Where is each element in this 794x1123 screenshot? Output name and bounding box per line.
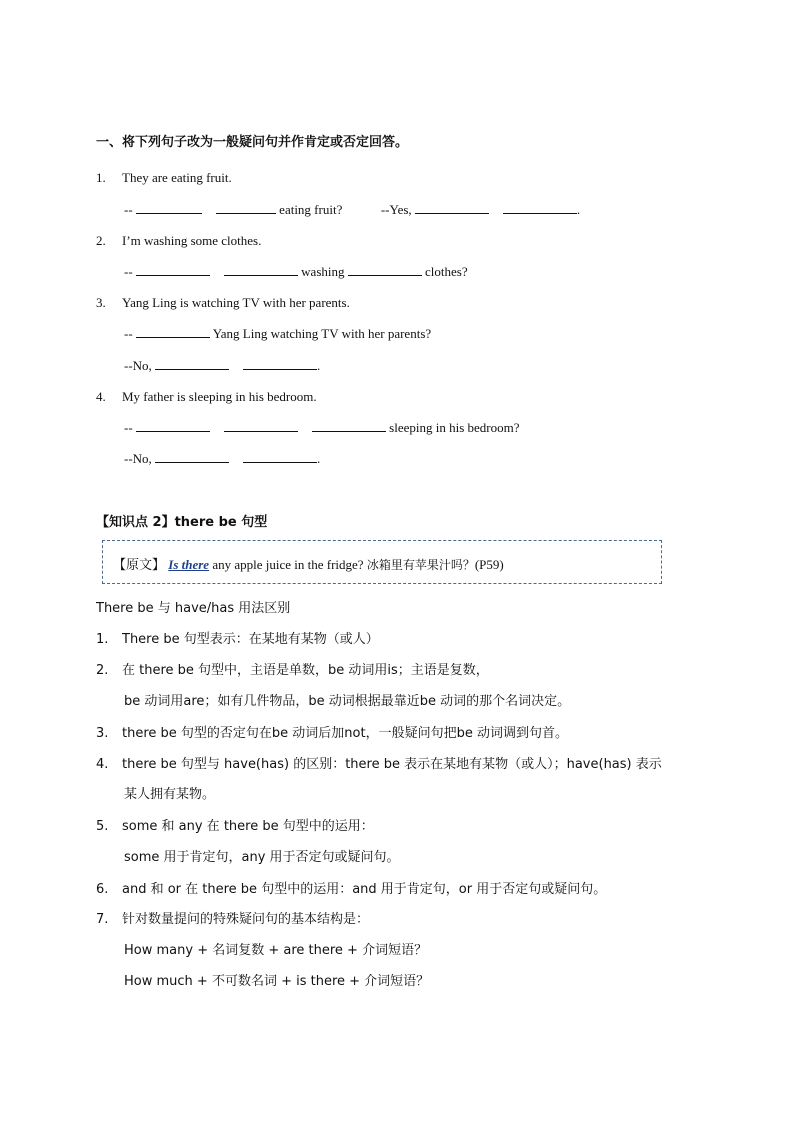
point-text: 针对数量提问的特殊疑问句的基本结构是：	[122, 912, 370, 927]
answer-prefix: --Yes,	[380, 202, 412, 217]
question-text: sleeping in his bedroom?	[389, 420, 520, 435]
point-5	[96, 815, 374, 834]
point-number: 3.	[96, 726, 109, 741]
point-text: there be 句型的否定句在be 动词后加not，一般疑问句把be 动词调到句首。	[122, 726, 568, 741]
section-heading: 一、将下列句子改为一般疑问句并作肯定或否定回答。	[96, 135, 409, 150]
answer-blank[interactable]	[136, 326, 210, 338]
exercise-item-1-answer-line	[124, 202, 580, 218]
box-page-ref: (P59)	[474, 557, 504, 572]
highlight-link[interactable]: Is there	[168, 557, 210, 572]
item-number: 3.	[96, 295, 106, 310]
period: .	[317, 358, 321, 373]
item-sentence: Yang Ling is watching TV with her parents.	[122, 295, 350, 310]
point-text: and 和 or 在 there be 句型中的运用：and 用于肯定句，or 用于否定句或疑问句。	[122, 882, 607, 897]
answer-blank[interactable]	[243, 451, 317, 463]
answer-blank[interactable]	[224, 420, 298, 432]
answer-prefix: --No,	[124, 451, 152, 466]
exercise-item-3-question-line	[124, 326, 431, 342]
answer-blank[interactable]	[155, 451, 229, 463]
point-7	[96, 908, 369, 927]
point-7-structure-1: How many + 名词复数 + are there + 介词短语？	[124, 943, 428, 958]
exercise-item-3	[96, 295, 350, 311]
point-7-structure-2: How much + 不可数名词 + is there + 介词短语？	[124, 974, 430, 989]
exercise-item-2-answer-line	[124, 264, 468, 280]
knowledge-point-title: 【知识点 2】there be 句型	[96, 515, 268, 530]
exercise-item-4-question-line	[124, 420, 520, 436]
period: .	[317, 451, 321, 466]
exercise-item-3-answer-line	[124, 358, 320, 374]
answer-prefix: --No,	[124, 358, 152, 373]
point-6	[96, 878, 606, 897]
exercise-item-1	[96, 170, 232, 186]
subtitle: There be 与 have/has 用法区别	[96, 601, 291, 616]
point-number: 6.	[96, 882, 109, 897]
question-prefix: --	[124, 264, 133, 279]
answer-blank[interactable]	[136, 202, 202, 214]
answer-blank[interactable]	[312, 420, 386, 432]
answer-blank[interactable]	[216, 202, 276, 214]
point-text: some 和 any 在 there be 句型中的运用：	[122, 819, 374, 834]
original-text-line	[113, 554, 504, 573]
answer-blank[interactable]	[155, 358, 229, 370]
point-number: 1.	[96, 632, 109, 647]
answer-blank[interactable]	[224, 264, 298, 276]
answer-blank[interactable]	[415, 202, 489, 214]
answer-blank[interactable]	[348, 264, 422, 276]
box-label: 【原文】	[113, 558, 166, 573]
point-number: 7.	[96, 912, 109, 927]
answer-blank[interactable]	[136, 264, 210, 276]
answer-blank[interactable]	[243, 358, 317, 370]
point-2	[96, 659, 489, 678]
point-text: There be 句型表示：在某地有某物（或人）	[122, 632, 379, 647]
item-sentence: They are eating fruit.	[122, 170, 232, 185]
item-number: 1.	[96, 170, 106, 185]
answer-blank[interactable]	[136, 420, 210, 432]
exercise-item-4	[96, 389, 317, 405]
item-number: 2.	[96, 233, 106, 248]
exercise-item-2	[96, 233, 261, 249]
point-number: 4.	[96, 757, 109, 772]
answer-blank[interactable]	[503, 202, 577, 214]
exercise-item-4-answer-line	[124, 451, 320, 467]
question-text: Yang Ling watching TV with her parents?	[212, 326, 432, 341]
point-4	[96, 753, 662, 772]
question-prefix: --	[124, 202, 133, 217]
period: .	[576, 202, 581, 217]
item-number: 4.	[96, 389, 106, 404]
question-text: washing	[301, 264, 345, 279]
box-sentence: any apple juice in the fridge?	[212, 557, 364, 572]
question-prefix: --	[124, 420, 133, 435]
box-translation: 冰箱里有苹果汁吗？	[366, 558, 475, 572]
question-text: clothes?	[425, 264, 468, 279]
point-text: 在 there be 句型中，主语是单数，be 动词用is；主语是复数，	[122, 663, 489, 678]
point-text: there be 句型与 have(has) 的区别：there be 表示在某地有某物（或人）；have(has) 表示	[122, 757, 662, 772]
question-text: eating fruit?	[279, 202, 343, 217]
point-1	[96, 628, 379, 647]
original-text-box	[102, 540, 662, 584]
point-2-continued: be 动词用are；如有几件物品，be 动词根据最靠近be 动词的那个名词决定。	[124, 694, 571, 709]
point-4-continued: 某人拥有某物。	[124, 787, 216, 802]
point-number: 2.	[96, 663, 109, 678]
point-number: 5.	[96, 819, 109, 834]
point-3	[96, 722, 568, 741]
item-sentence: My father is sleeping in his bedroom.	[122, 389, 317, 404]
item-sentence: I’m washing some clothes.	[122, 233, 262, 248]
point-5-continued: some 用于肯定句，any 用于否定句或疑问句。	[124, 850, 400, 865]
question-prefix: --	[124, 326, 133, 341]
